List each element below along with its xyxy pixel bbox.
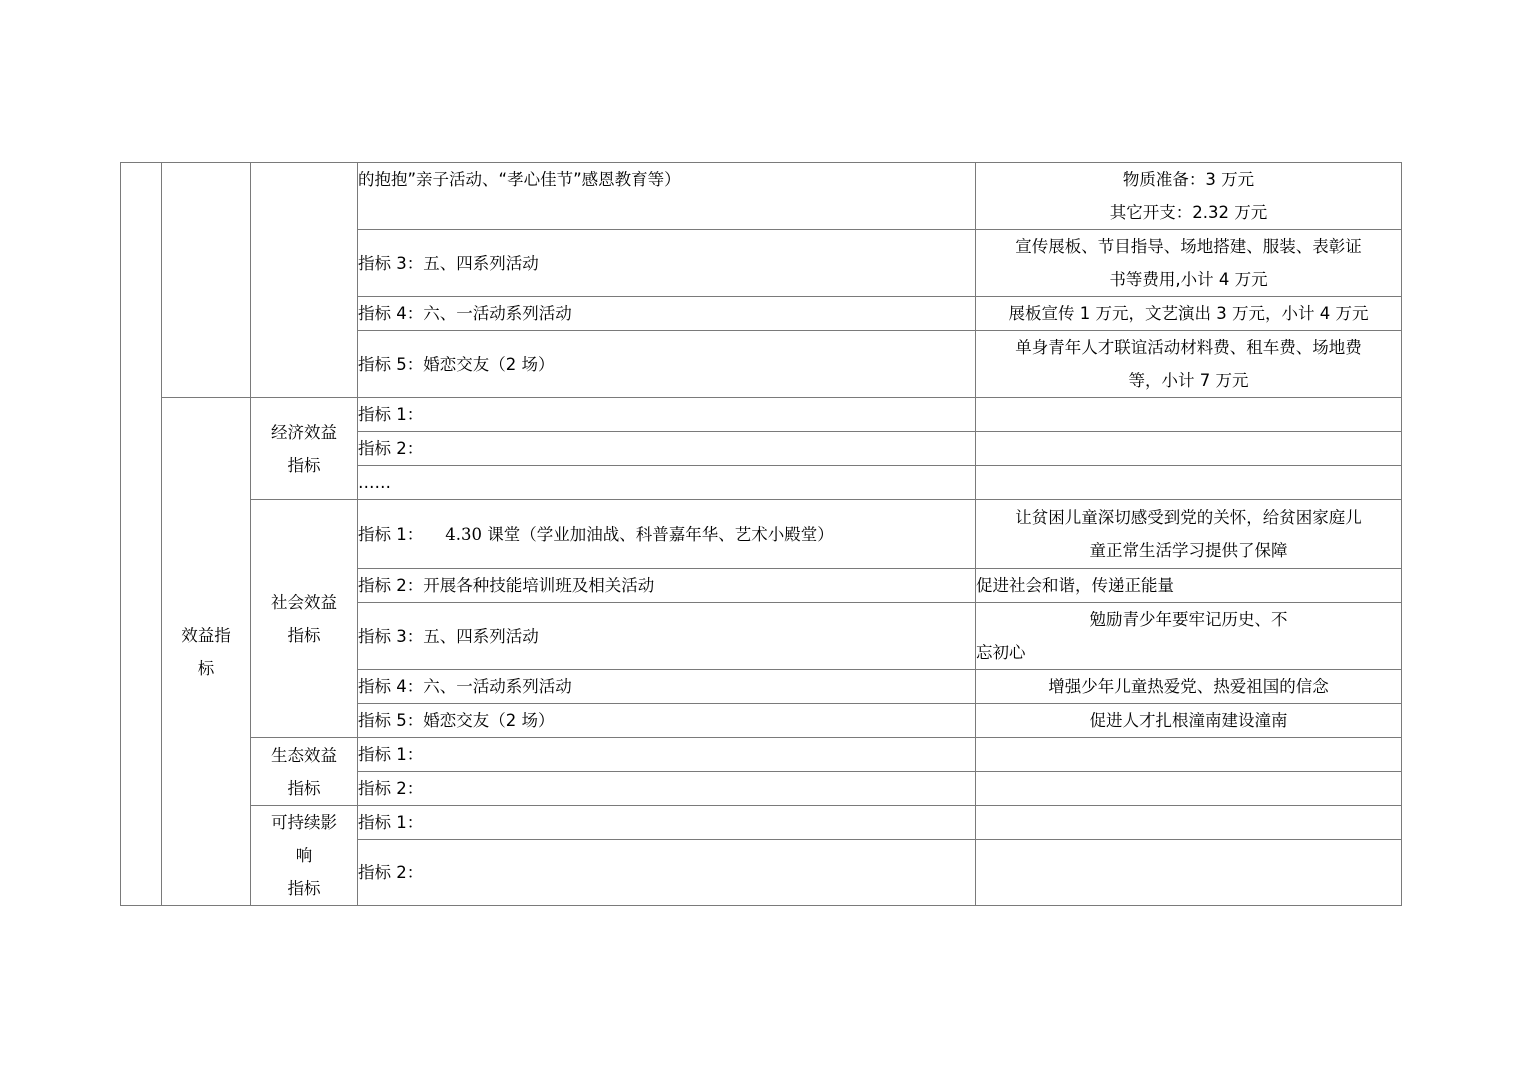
indicator-cell: 指标 2：开展各种技能培训班及相关活动 <box>358 569 976 603</box>
indicator-cell: 指标 1： <box>358 738 976 772</box>
indicator-text: 指标 4：六、一活动系列活动 <box>358 304 572 323</box>
indicator-cell: 指标 1： <box>358 398 976 432</box>
outer-category-cell <box>121 163 162 906</box>
budget-line: 宣传展板、节目指导、场地搭建、服装、表彰证 <box>1015 237 1362 256</box>
indicator-cell <box>358 331 976 398</box>
indicator-cell: 指标 2： <box>358 772 976 806</box>
budget-line: 等，小计 7 万元 <box>1128 371 1249 390</box>
output-category-cell <box>162 163 251 398</box>
ecological-benefit-label: 生态效益 指标 <box>251 738 358 806</box>
indicator-text: 的抱抱”亲子活动、“孝心佳节”感恩教育等） <box>358 170 681 189</box>
budget-cell <box>976 230 1402 297</box>
value-cell: 让贫困儿童深切感受到党的关怀，给贫困家庭儿 童正常生活学习提供了保障 <box>976 500 1402 569</box>
value-cell: 促进人才扎根潼南建设潼南 <box>976 704 1402 738</box>
social-benefit-label: 社会效益 指标 <box>251 500 358 738</box>
indicator-cell: 指标 2： <box>358 840 976 906</box>
indicator-text: 指标 5：婚恋交友（2 场） <box>358 354 555 374</box>
indicator-cell: 指标 4：六、一活动系列活动 <box>358 670 976 704</box>
indicator-cell <box>358 163 976 230</box>
value-cell: 勉励青少年要牢记历史、不 忘初心 <box>976 603 1402 670</box>
benefit-indicator-label: 效益指 标 <box>162 398 251 906</box>
value-cell <box>976 840 1402 906</box>
indicator-cell <box>358 297 976 331</box>
value-cell: 增强少年儿童热爱党、热爱祖国的信念 <box>976 670 1402 704</box>
value-cell <box>976 466 1402 500</box>
budget-cell <box>976 331 1402 398</box>
budget-line: 展板宣传 1 万元，文艺演出 3 万元，小计 4 万元 <box>1008 304 1369 323</box>
indicator-cell: …… <box>358 466 976 500</box>
indicator-cell <box>358 230 976 297</box>
value-cell <box>976 432 1402 466</box>
budget-line: 物质准备：3 万元 <box>1122 170 1255 189</box>
budget-line: 其它开支：2.32 万元 <box>1109 203 1268 222</box>
budget-line: 单身青年人才联谊活动材料费、租车费、场地费 <box>1015 338 1362 357</box>
value-cell <box>976 772 1402 806</box>
indicator-cell: 指标 1： <box>358 806 976 840</box>
budget-cell <box>976 297 1402 331</box>
budget-line: 书等费用,小计 4 万元 <box>1109 270 1268 289</box>
indicator-cell: 指标 5：婚恋交友（2 场） <box>358 704 976 738</box>
value-cell <box>976 806 1402 840</box>
budget-cell <box>976 163 1402 230</box>
value-cell: 促进社会和谐，传递正能量 <box>976 569 1402 603</box>
sustainable-impact-label: 可持续影 响 指标 <box>251 806 358 906</box>
indicator-text: 指标 3：五、四系列活动 <box>358 253 539 273</box>
value-cell <box>976 398 1402 432</box>
value-cell <box>976 738 1402 772</box>
indicator-cell: 指标 3：五、四系列活动 <box>358 603 976 670</box>
output-subcategory-cell <box>251 163 358 398</box>
indicator-cell: 指标 1： 4.30 课堂（学业加油战、科普嘉年华、艺术小殿堂） <box>358 500 976 569</box>
indicator-cell: 指标 2： <box>358 432 976 466</box>
performance-indicator-table <box>120 162 1402 906</box>
economic-benefit-label: 经济效益 指标 <box>251 398 358 500</box>
